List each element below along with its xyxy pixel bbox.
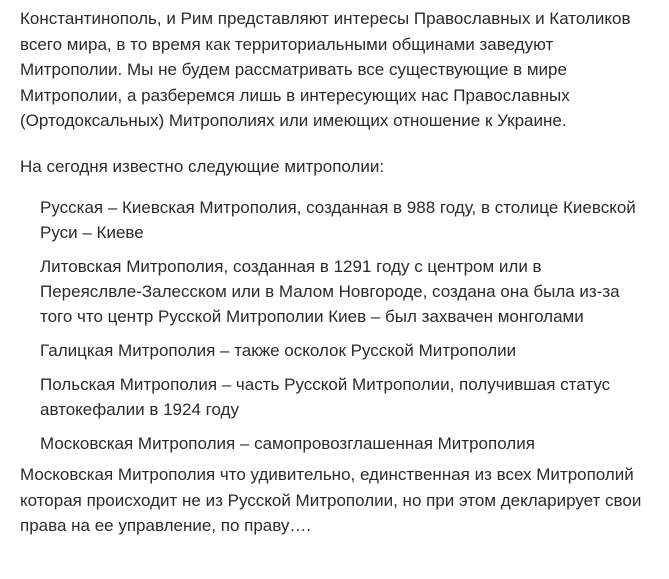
list-item: Польская Митрополия – часть Русской Митрополии, получившая статус автокефалии в 1924 году xyxy=(40,375,611,419)
list-lead-paragraph: На сегодня известно следующие митрополии: xyxy=(20,156,385,176)
intro-paragraph: Константинополь, и Рим представляют интересы Православных и Католиков всего мира, в то время как территориальными общинами заведуют Митрополии. Мы не будем рассматривать все существующие в мире Митрополии, а разберемся лишь в интересующих нас Православных (Ортодоксальных) Митрополиях или имеющих отношение к Украине. xyxy=(20,9,631,130)
list-item: Галицкая Митрополия – также осколок Русской Митрополии xyxy=(40,341,517,360)
list-item: Московская Митрополия – самопровозглашенная Митрополия xyxy=(40,434,535,453)
list-item: Литовская Митрополия, созданная в 1291 году с центром или в Переяслвле-Залесском или в Малом Новгороде, создана она была из-за того что центр Русской Митрополии Киев – был захвачен монголами xyxy=(40,257,620,326)
metropolies-list xyxy=(20,195,655,456)
conclusion-paragraph: Московская Митрополия что удивительно, единственная из всех Митрополий которая происходит не из Русской Митрополии, но при этом декларирует свои права на ее управление, по праву…. xyxy=(20,465,642,535)
list-item: Русская – Киевская Митрополия, созданная в 988 году, в столице Киевской Руси – Киеве xyxy=(40,198,636,242)
